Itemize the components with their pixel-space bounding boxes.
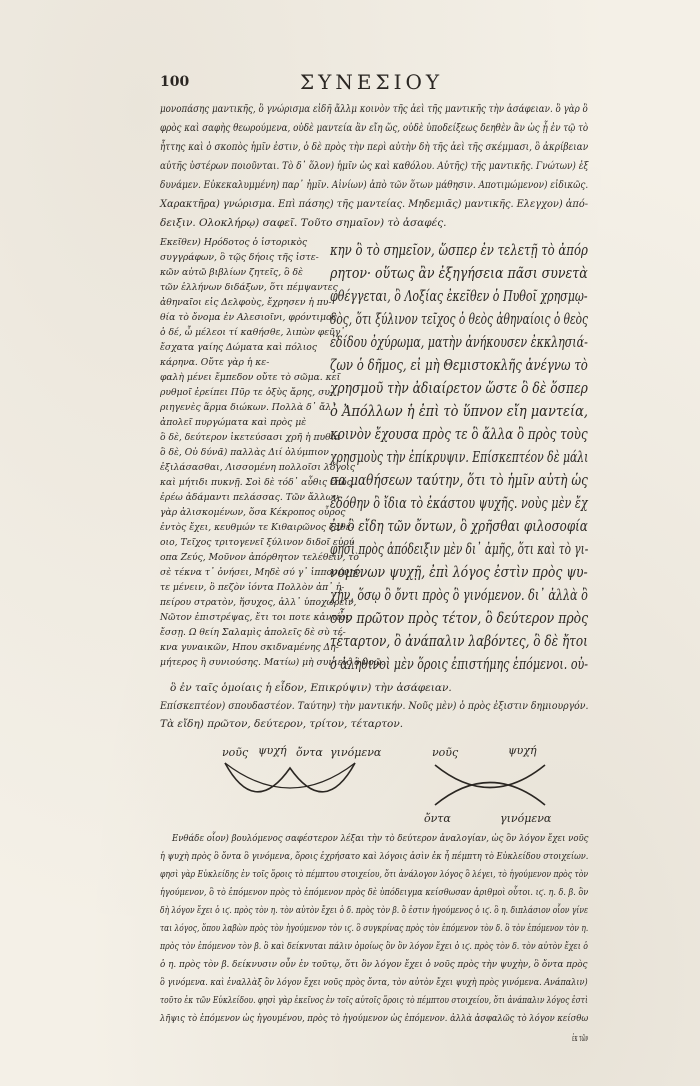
side-line: ὃ δὲ, δεύτερον ἱκετεύσασι χρῆ ἡ πυθία — [160, 432, 341, 443]
side-line: ἐξιλάσασθαι, Λισσομένη πολλοῖσι λόγοις — [160, 462, 356, 473]
main-line: οὖν πρῶτον πρὸς τέτον, ὃ δεύτερον πρὸς — [330, 611, 589, 627]
side-line: τῶν ἑλλήνων διδάξων, ὅτι πέμψαντες — [160, 282, 338, 293]
side-line: ἀπολεῖ πυργώματα καὶ πρὸς μὲ — [160, 417, 307, 428]
side-line: ἐντὸς ἔχει, κευθμών τε Κιθαιρῶνος ζαθέ- — [160, 522, 354, 533]
low-line: ὃ γινόμενα. καὶ ἐναλλὰξ ὃν λόγον ἔχει νοῦς πρὸς ὄντα, τὸν αὐτὸν ἔχει ψυχὴ πρὸς γινόμενα. Ανάπαλιν) — [160, 977, 588, 988]
main-line: ρητον· οὕτως ἂν ἐξηγήσεια πᾶσι συνετὰ — [330, 266, 588, 282]
side-line: γὰρ ἁλισκομένων, ὅσα Κέκροπος οὖρος — [160, 507, 346, 518]
low-line: πρὸς τὸν ἑπόμενον τὸν β. ὃ καὶ δείκνυται πάλιν ὁμοίως ὃν ὃν λόγον ἔχει ὁ ιϛ. πρὸς τὸν δ. τὸν αὐτὸν ἔχει ὁ — [160, 941, 589, 952]
mid-line: Τὰ εἴδη) πρῶτον, δεύτερον, τρίτον, τέταρτον. — [160, 718, 404, 730]
main-line: φησὶ πρὸς ἀπόδειξιν μὲν δι᾽ ἀμῆς, ὅτι καὶ τὸ γι- — [330, 542, 589, 558]
main-line: σα μαθήσεων ταύτην, ὅτι τὸ ἡμῖν αὐτὴ ὡς — [330, 473, 588, 489]
side-line: καὶ μήτιδι πυκνῇ. Σοὶ δὲ τόδ᾽ αὖθις ἔπος — [160, 477, 352, 488]
top-line: ἧττης καὶ ὁ σκοπὸς ἡμῖν ἐστιν, ὁ δὲ πρὸς τὴν περὶ αὐτὴν δὴ τῆς ἀεὶ τῆς σκέμμασι, ὃ ἀκρίβειαν — [160, 141, 589, 153]
side-line: ἔσχατα γαίης Δώματα καὶ πόλιος — [160, 342, 317, 353]
low-line: ὁ η. πρὸς τὸν β. δείκνυσιν οὖν ἐν τοῦτῳ, ὅτι ὃν λόγον ἔχει ὁ νοῦς πρὸς τὴν ψυχὴν, ὃ ὄντα πρὸς — [160, 959, 588, 970]
running-head: ΣΥΝΕΣΙΟΥ — [300, 70, 444, 94]
main-line: χρησμοῦ τὴν ἀδιαίρετον ὥστε ὃ δὲ ὅσπερ — [330, 381, 588, 397]
top-line: φρὸς καὶ σαφὴς θεωρούμενα, οὐδὲ μαντεία ἂν εἴη ὥς, οὐδὲ ὑποδείξεως δεηθὲν ἂν ὡς ᾗ ἐν τῷ τὸ — [160, 122, 589, 134]
side-line: συγγράφων, ὃ τῷς δήοις τῆς ἰστε- — [160, 252, 319, 263]
side-line: Εκεῖθεν) Ηρόδοτος ὁ ἱστορικὸς — [160, 237, 308, 248]
side-line: ἐρέω ἀδάμαντι πελάσσας. Τῶν ἄλλων — [160, 492, 339, 503]
top-line: αὐτῆς ὑστέρων ποιοῦνται. Τὸ δ᾽ ὅλον) ἡμῖν ὡς καὶ καθόλου. Αὐτῆς) τῆς μαντικῆς. Γνώτων) ἐξ — [160, 160, 589, 172]
main-line: κοινὸν ἔχουσα πρὸς τε ὃ ἄλλα ὃ πρὸς τοὺς — [330, 427, 588, 443]
diagram-left-label: νοῦς — [222, 746, 249, 759]
low-line: ἡγούμενον, ὃ τὸ ἑπόμενον πρὸς τὸ ἑπόμενον πρὸς δὲ ὑπόδειγμα κείσθωσαν ἀριθμοὶ οὗτοι. ιϛ. η. δ. β. ὃν — [160, 887, 589, 898]
main-line: τέταρτον, ὃ ἀνάπαλιν λαβόντες, ὃ δὲ ἤτοι — [330, 634, 588, 650]
main-line: ζων ὁ δῆμος, εἰ μὴ Θεμιστοκλῆς ἀνέγνω τὸ — [330, 358, 588, 374]
main-line: ὁ Ἀπόλλων ἡ ἐπὶ τὸ ὕπνον εἴη μαντεία, — [330, 404, 589, 420]
side-line: κνα γυναικῶν, Ηπου σκιδναμένης Δη- — [160, 642, 339, 653]
main-line: ἐδόθην ὃ ἴδια τὸ ἐκάστου ψυχῆς. νοὺς μὲν ἔχ — [330, 496, 588, 512]
diagram-right-label: ὄντα — [424, 812, 451, 825]
catchword: ἐκ τῶν — [572, 1033, 589, 1044]
diagram-left-label: γινόμενα — [330, 746, 382, 759]
low-line: λῆψις τὸ ἑπόμενον ὡς ἡγουμένου, πρὸς τὸ ἡγούμενον ὡς ἑπόμενον. ἀλλὰ ἀσφαλῶς τὸ λόγον κείσθω — [160, 1013, 589, 1024]
diagram-left-label: ψυχή — [258, 744, 287, 757]
side-line: ὃ δὲ, Οὐ δύνᾶ) παλλὰς Διί ὀλύμπιον — [160, 447, 329, 458]
main-line: χρησμοὺς τὴν ἐπίκρυψιν. Επίσκεπτέον δὲ μάλι — [330, 450, 589, 466]
top-line: δυνάμεν. Εὐκεκαλυμμένη) παρ᾽ ἡμῖν. Αἰνίων) ἀπὸ τῶν ὅτων μάθησιν. Αποτιμώμενον) εἰδικῶς. — [160, 179, 589, 191]
low-line: Ενθάδε οἷον) βουλόμενος σαφέστερον λέξαι τὴν τὸ δεύτερον ἀναλογίαν, ὡς ὃν λόγον ἔχει νοῦς — [172, 833, 589, 844]
diagram-right-label: νοῦς — [432, 746, 459, 759]
top-line: δειξιν. Ολοκλήρῳ) σαφεῖ. Τοῦτο σημαῖον) τὸ ἀσαφές. — [160, 217, 447, 229]
low-line: δὴ λόγον ἔχει ὁ ιϛ. πρὸς τὸν η. τὸν αὐτὸν ἔχει ὁ δ. πρὸς τὸν β. ὃ ἐστιν ἡγούμενος ὁ ιϛ. ὃ η. διπλάσιον οἷον γίνε — [160, 905, 589, 916]
diagram-right-label: ψυχή — [508, 744, 537, 757]
main-line: φθέγγεται, ὃ Λοξίας ἐκεῖθεν ὁ Πυθοῖ χρησμῳ- — [330, 289, 588, 305]
side-line: ἀθηναῖοι εἰς Δελφοὺς, ἔχρησεν ἡ πυ- — [160, 297, 332, 308]
side-line: ρυθμοῖ ἐρείπει Πῦρ τε ὀξὺς ἄρης, συ- — [160, 387, 334, 398]
side-line: φαλὴ μένει ἔμπεδον οὔτε τὸ σῶμα. κεῖ — [160, 372, 341, 383]
side-line: θία τὸ ὄνομα ἐν Αλεσιοῖνι, φρόντιμος — [160, 312, 337, 323]
diagram-right-label: γινόμενα — [500, 812, 552, 825]
side-line: οπα Ζεύς, Μοῦνον ἀπόρθητον τελέθειν, τὸ — [160, 552, 359, 563]
diagram-right — [430, 760, 550, 810]
main-line: δὸς, ὅτι ξύλινον τεῖχος ὁ θεὸς ἀθηναίοις ὁ θεὸς — [330, 312, 588, 328]
main-line: κην ὃ τὸ σημεῖον, ὥσπερ ἐν τελετῇ τὸ ἀπόρ — [330, 243, 588, 259]
low-line: ἡ ψυχὴ πρὸς ὃ ὄντα ὃ γινόμενα, ὅροις ἐχρήσατο καὶ λόγοις ἀσὶν ἐκ ἦ πέμπτη τὸ Εὐκλείδου στοιχείων. — [160, 851, 589, 862]
low-line: ται λόγος, ὅπου λαβὼν πρὸς τὸν ἡγούμενον τὸν ιϛ. ὃ συγκρίνας πρὸς τὸν ἑπόμενον τὸν δ. ὃ τὸν ἑπόμενον τὸν η. — [160, 923, 589, 934]
side-line: ὁ δέ, ὦ μέλεοι τί καθήσθε, λιπὼν φεῦγ᾽ — [160, 327, 345, 338]
main-line: ἐδίδου ὀχύρωμα, ματὴν ἀνήκουσεν ἐκκλησιά- — [330, 335, 588, 351]
top-line: Χαρακτῆρα) γνώρισμα. Επὶ πάσης) τῆς μαντείας. Μηδεμιᾶς) μαντικῆς. Ελεγχον) ἀπό- — [160, 198, 589, 210]
side-line: σὲ τέκνα τ᾽ ὀνήσει, Μηδὲ σύ γ᾽ ἱπποσύνην — [160, 567, 361, 578]
side-line: οιο, Τεῖχος τριτογενεῖ ξύλινον διδοῖ εὐρύ — [160, 537, 355, 548]
side-line: ριηγενὲς ἅρμα διώκων. Πολλὰ δ᾽ ἄλ᾽ — [160, 402, 336, 413]
diagram-left — [215, 758, 365, 818]
main-line: ὁ ἀληθινοὶ μὲν ὅροις ἐπιστήμης ἑπόμενοι. οὐ- — [330, 657, 589, 673]
page-number: 100 — [160, 74, 190, 90]
low-line: φησὶ γὰρ Εὐκλείδης ἐν τοῖς ὅροις τὸ πέμπτου στοιχείου, ὅτι ἀνάλογον λόγος ὃ λέγει, τὸ ἡγούμενον πρὸς τὸν — [160, 869, 589, 880]
side-line: κάρηνα. Οὔτε γὰρ ἡ κε- — [160, 357, 270, 368]
side-line: ἔσσῃ. Ω θείη Σαλαμὶς ἀπολεῖς δὲ σὺ τέ- — [160, 627, 346, 638]
mid-line: Επίσκεπτέον) σπουδαστέον. Ταύτην) τὴν μαντικήν. Νοῦς μὲν) ὁ πρὸς ἐξιστιν δημιουργόν. — [160, 700, 589, 712]
main-line: νομένων ψυχῇ, ἐπὶ λόγος ἐστὶν πρὸς ψυ- — [330, 565, 588, 581]
side-line: Νῶτον ἐπιστρέψας, ἔτι τοι ποτε κἀντίος — [160, 612, 351, 623]
main-line: ἐν ὃ εἴδη τῶν ὄντων, ὃ χρῆσθαι φιλοσοφία — [330, 519, 588, 535]
mid-line: ὃ ἐν ταῖς ὁμοίαις ἡ εἶδον, Επικρύψιν) τὴν ἀσάφειαν. — [170, 682, 452, 694]
low-line: τοῦτο ἐκ τῶν Εὐκλείδου. φησὶ γὰρ ἐκεῖνος ἐν τοῖς αὐτοῖς ὅροις τὸ πέμπτου στοιχείου, ὅτι ἀνάπαλιν λόγος ἐστὶ — [160, 995, 588, 1006]
top-line: μονοπάσης μαντικῆς, ὃ γνώρισμα εἰδῆ ἄλλμ κοινὸν τῆς ἀεὶ τῆς μαντικῆς τὴν ἀσάφειαν. ὃ γὰρ ὃ — [160, 103, 588, 115]
side-line: μήτερος ἢ συνιούσης. Ματίω) μὴ συνιεὶς ὃ νοῶ. — [160, 657, 385, 668]
main-line: χὴν, ὅσῳ ὃ ὄντι πρὸς ὃ γινόμενον. δι᾽ ἀλλὰ ὃ — [330, 588, 588, 604]
diagram-left-label: ὄντα — [296, 746, 323, 759]
side-line: πείρου στρατὸν, ἥσυχος, ἀλλ᾽ ὑποχωρεῖν, — [160, 597, 357, 608]
side-line: κῶν αὐτῶ βιβλίων ζητεῖς, ὃ δὲ — [160, 267, 303, 278]
side-line: τε μένειν, ὃ πεζὸν ἰόντα Πολλὸν ἀπ᾽ ἠ- — [160, 582, 345, 593]
